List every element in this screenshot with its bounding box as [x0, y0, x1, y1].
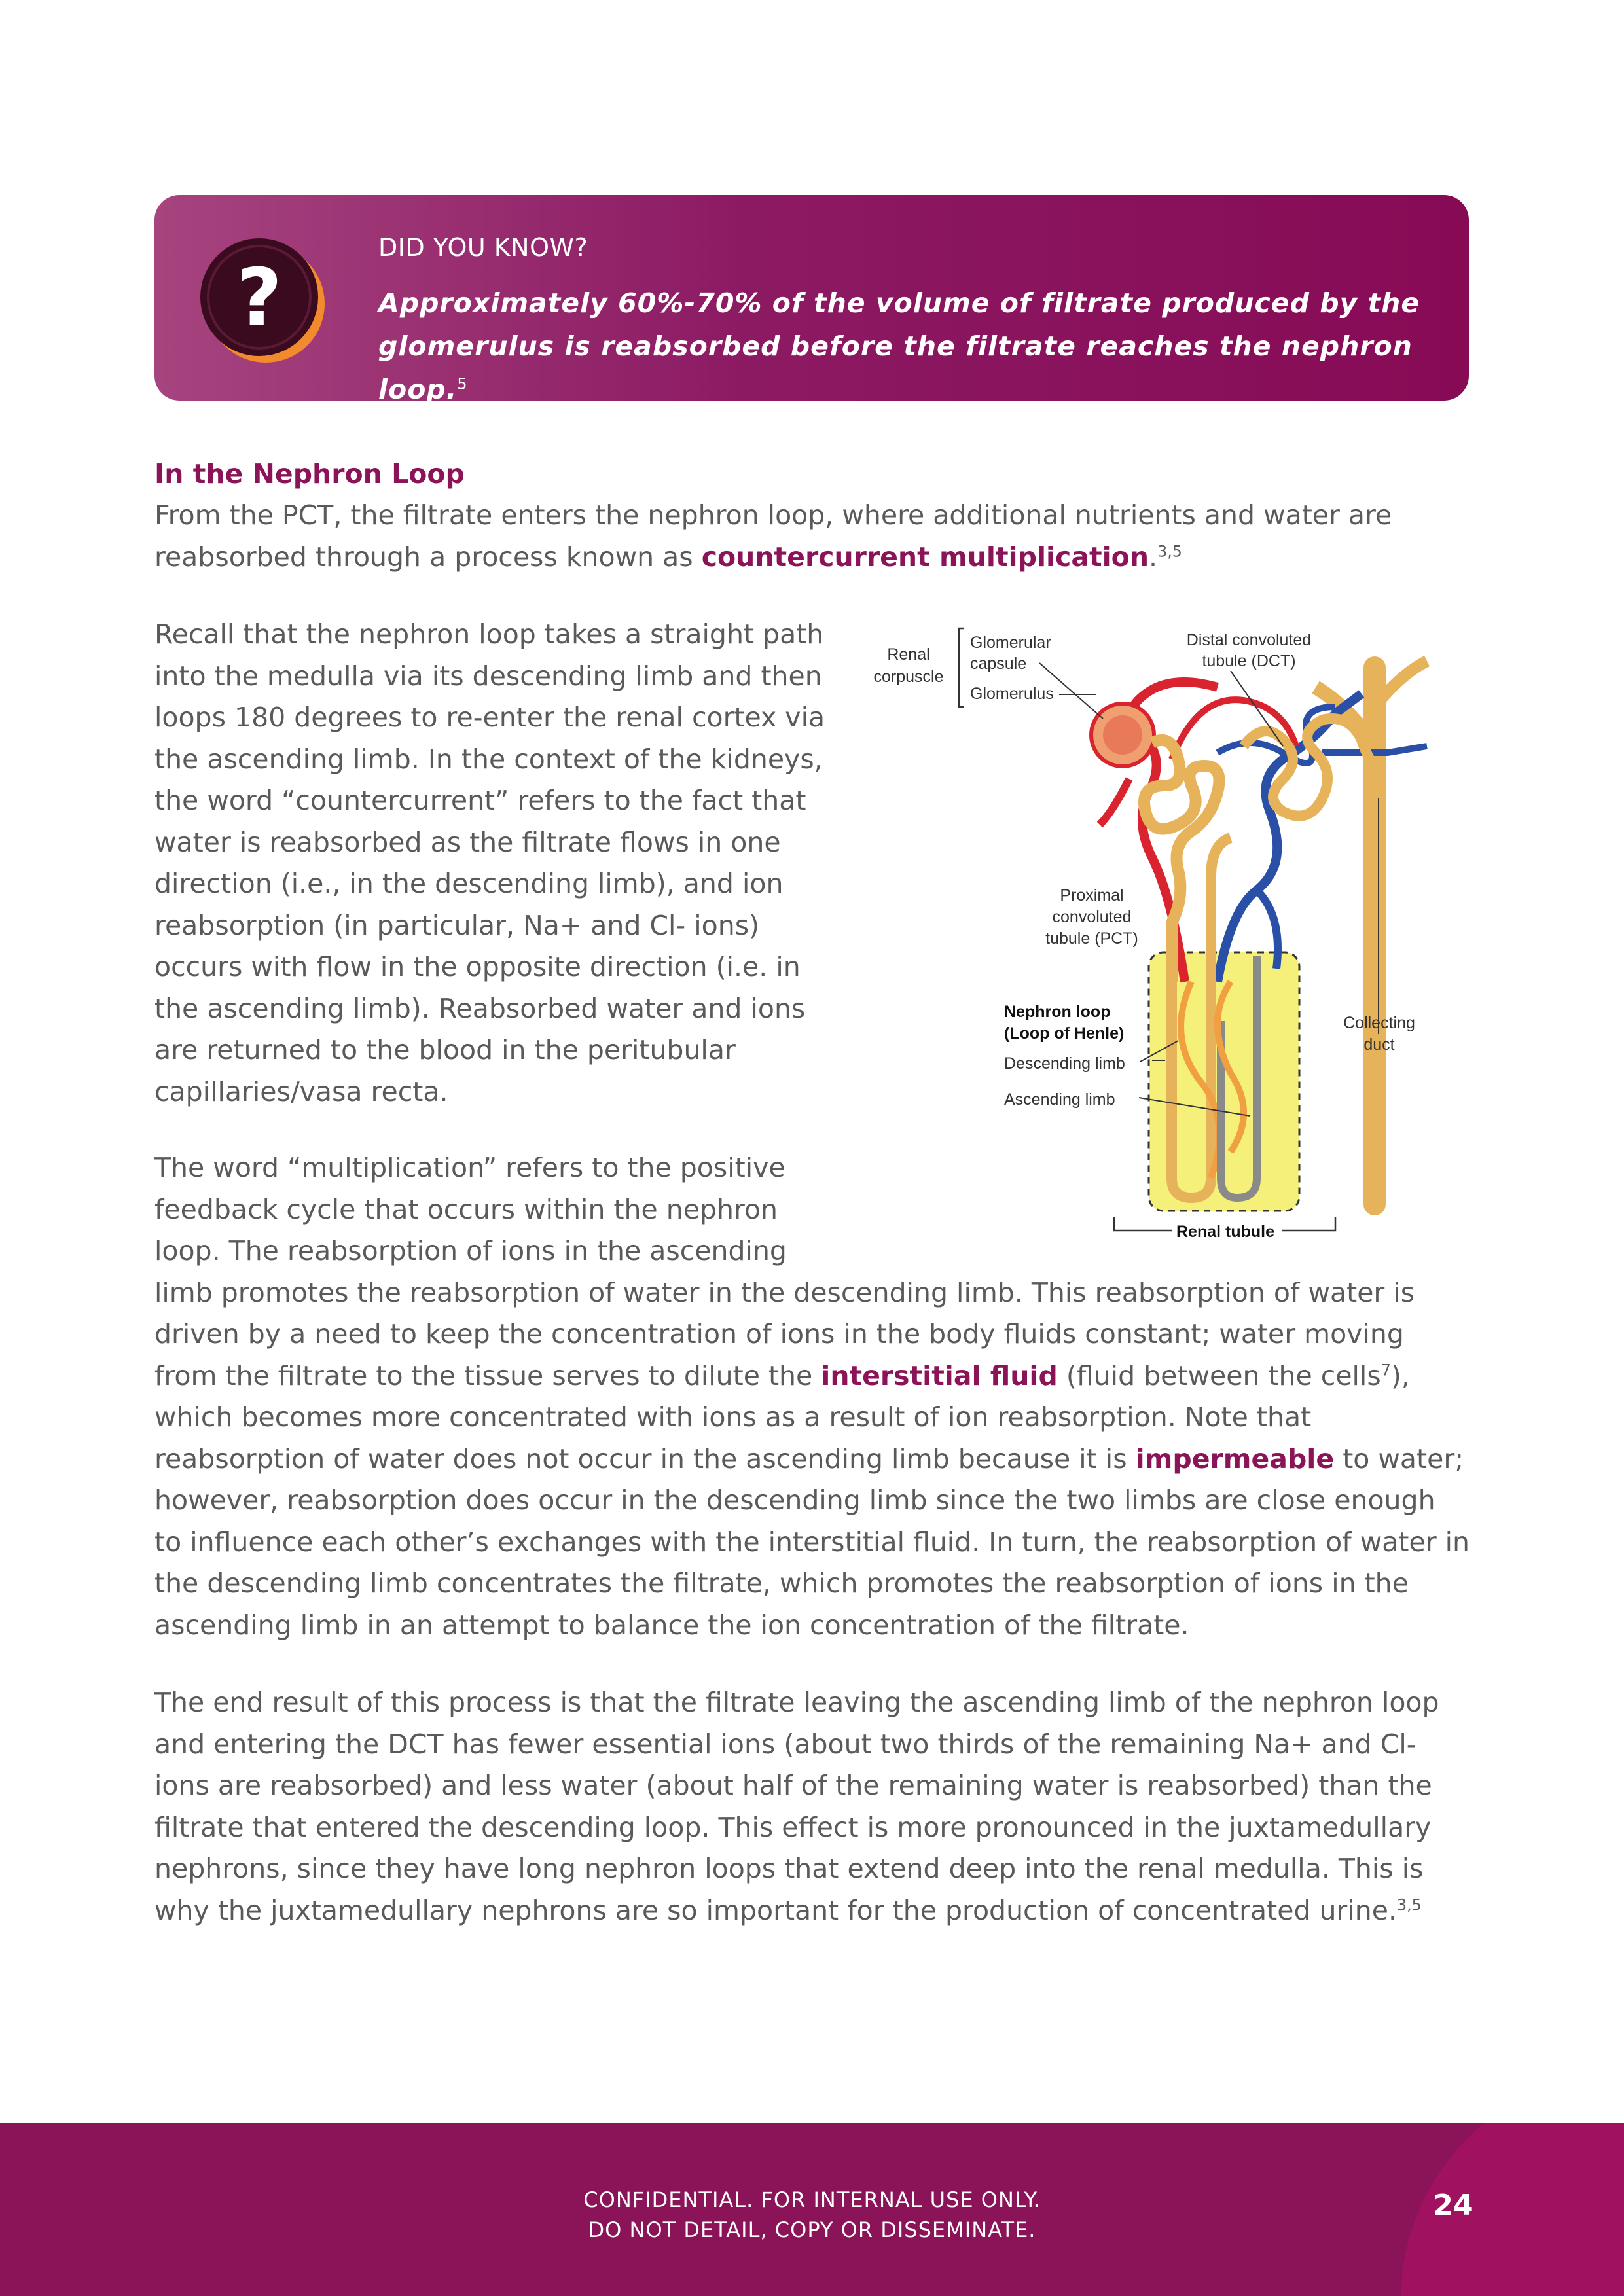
artery-vessel	[1100, 779, 1129, 825]
label-glomerular-capsule-1: Glomerular	[970, 634, 1051, 652]
footer-line-1: CONFIDENTIAL. FOR INTERNAL USE ONLY.	[583, 2187, 1041, 2212]
term-impermeable: impermeable	[1135, 1443, 1335, 1475]
label-pct-2: convoluted	[1052, 908, 1132, 926]
svg-text:?: ?	[236, 253, 282, 344]
label-descending-limb: Descending limb	[1004, 1054, 1125, 1073]
label-renal-tubule: Renal tubule	[1176, 1223, 1275, 1241]
nephron-diagram	[864, 615, 1479, 1244]
paragraph-countercurrent: Recall that the nephron loop takes a straight path into the medulla via its descending limb and then loops 180 degrees to re-enter the renal cortex via the ascending limb. In the context of the kidneys, the word “countercurrent” refers to the fact that water is reabsorbed as the filtrate flows in one direction (i.e., in the descending limb), and ion reabsorption (in particular, Na+ and Cl- ions) occurs with flow in the opposite direction (i.e. in the ascending limb). Reabsorbed water and ions are returned to the blood in the peritubular capillaries/vasa recta.	[154, 619, 825, 1107]
callout-body: Approximately 60%-70% of the volume of filtrate produced by the glomerulus is reabsorbed before the filtrate reaches the nephron loop.$^5$	[378, 287, 1420, 405]
question-mark-icon	[198, 236, 326, 364]
bracket-renal-corpuscle	[959, 628, 964, 707]
page-footer	[0, 2123, 1624, 2296]
label-nephron-loop-1: Nephron loop	[1004, 1003, 1111, 1021]
label-glomerular-capsule-2: capsule	[970, 655, 1027, 673]
callout-title: DID YOU KNOW?	[378, 233, 588, 262]
paragraph-end-result: The end result of this process is that the filtrate leaving the ascending limb of the nephron loop and entering the DCT has fewer essential ions (about two thirds of the remaining Na+ and Cl- ions are reabsorbed) and less water (about half of the remaining water is reabsorbed) than the filtrate that entered the descending loop. This effect is more pronounced in the juxtamedullary nephrons, since they have long nephron loops that extend deep into the renal medulla. This is why the juxtamedullary nephrons are so important for the production of concentrated urine.$^{3,5}$	[154, 1687, 1439, 1926]
label-dct-1: Distal convoluted	[1186, 631, 1312, 649]
term-countercurrent-multiplication: countercurrent multiplication	[701, 541, 1149, 573]
paragraph-intro: From the PCT, the filtrate enters the nephron loop, where additional nutrients and water are reabsorbed through a process known as countercurrent multiplication.$^{3,5}$	[154, 499, 1392, 573]
label-nephron-loop-2: (Loop of Henle)	[1004, 1024, 1125, 1043]
term-interstitial-fluid: interstitial fluid	[821, 1359, 1058, 1391]
label-glomerulus: Glomerulus	[970, 685, 1054, 703]
footer-line-2: DO NOT DETAIL, COPY OR DISSEMINATE.	[588, 2217, 1036, 2242]
label-collecting-duct-2: duct	[1363, 1035, 1395, 1054]
label-dct-2: tubule (DCT)	[1202, 652, 1296, 670]
label-collecting-duct-1: Collecting	[1343, 1014, 1415, 1032]
glomerulus-core	[1103, 715, 1142, 755]
label-renal-corpuscle-2: corpuscle	[873, 668, 944, 686]
page-number: 24	[1433, 2189, 1473, 2222]
section-title: In the Nephron Loop	[154, 458, 465, 490]
paragraph-multiplication: The word “multiplication” refers to the positive feedback cycle that occurs within the nephron loop. The reabsorption of ions in the ascending limb promotes the reabsorption of water in the descending limb. This reabsorption of water is driven by a need to keep the concentration of ions in the body fluids constant; water moving from the filtrate to the tissue serves to dilute the interstitial fluid (fluid between the cells$^7$), which becomes more concentrated with ions as a result of ion reabsorption. Note that reabsorption of water does not occur in the ascending limb because it is impermeable to water; however, reabsorption does occur in the descending limb since the two limbs are close enough to influence each other’s exchanges with the interstitial fluid. In turn, the reabsorption of water in the descending limb concentrates the filtrate, which promotes the reabsorption of ions in the ascending limb in an attempt to balance the ion concentration of the filtrate.	[154, 1152, 1470, 1641]
label-renal-corpuscle-1: Renal	[887, 645, 930, 664]
label-ascending-limb: Ascending limb	[1004, 1090, 1115, 1109]
label-pct-3: tubule (PCT)	[1045, 929, 1138, 948]
label-pct-1: Proximal	[1060, 886, 1124, 905]
confidentiality-notice	[0, 2185, 1624, 2245]
